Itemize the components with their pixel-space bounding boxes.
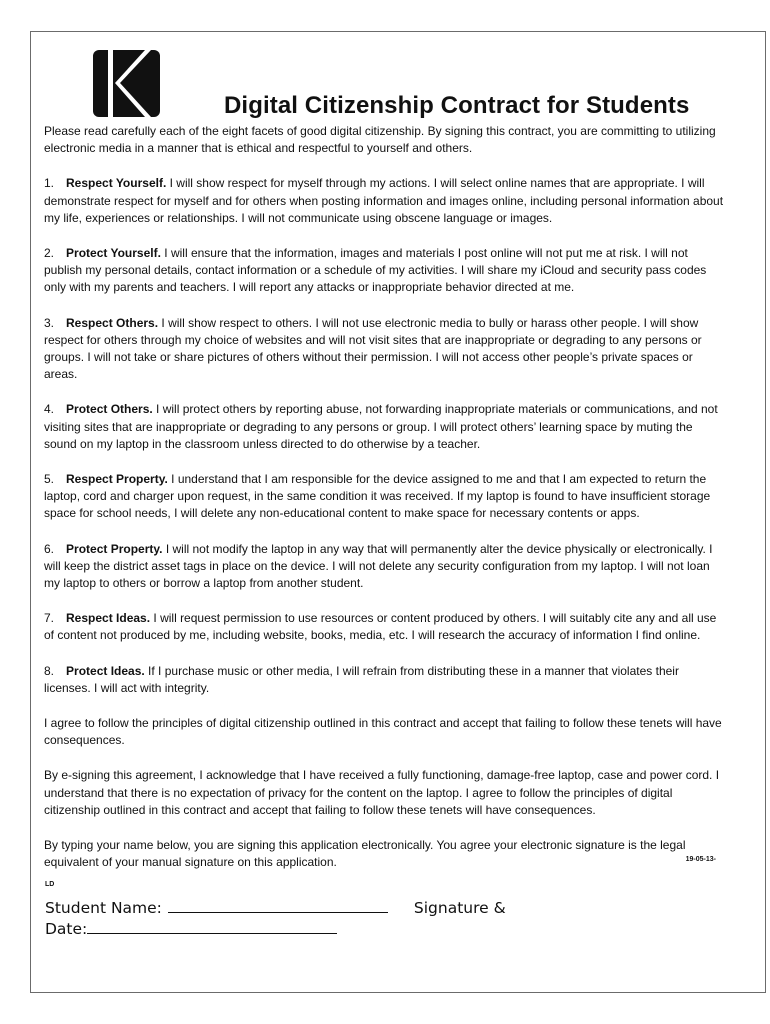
facet-number: 1.	[44, 176, 55, 191]
signature-block	[45, 898, 725, 940]
date-row	[45, 919, 725, 940]
facet-number: 3.	[44, 315, 55, 330]
facet-heading: Respect Property.	[66, 472, 168, 487]
k-logo-icon	[93, 50, 160, 117]
facet-number: 6.	[44, 541, 55, 556]
facet-heading: Protect Yourself.	[66, 246, 161, 261]
facet-number: 7.	[44, 611, 55, 626]
facet-number: 8.	[44, 663, 55, 678]
form-code: 19-05-13-	[685, 856, 716, 864]
facet-protect-property	[44, 541, 724, 593]
facet-heading: Protect Others.	[66, 402, 153, 417]
esign-paragraph: By e-signing this agreement, I acknowledge that I have received a fully functioning, damage-free laptop, case and power cord. I understand that there is no expectation of privacy for the content on the laptop. I agree to follow the principles of digital citizenship outlined in this contract and accept that failing to follow these tenets will have consequences.	[44, 768, 720, 817]
facet-protect-ideas	[44, 663, 724, 697]
facet-text: I will request permission to use resources or content produced by others. I will suitably cite any and all use of content not produced by me, including website, books, media, etc. I will research the accuracy of information I find online.	[44, 611, 717, 643]
facet-text: I will protect others by reporting abuse, not forwarding inappropriate materials or communications, and not visiting sites that are inappropriate or degrading to any persons or group. I will protect others’ learning space by muting the sound on my laptop in the classroom unless directed to do otherwise by a teacher.	[44, 402, 718, 451]
contract-body	[44, 123, 724, 872]
facet-protect-yourself	[44, 245, 724, 297]
facet-respect-others	[44, 315, 724, 384]
facet-heading: Respect Ideas.	[66, 611, 151, 626]
agreement-paragraph: I agree to follow the principles of digital citizenship outlined in this contract and accept that failing to follow these tenets will have consequences.	[44, 716, 722, 748]
signature-date-label: Signature &	[413, 899, 506, 917]
student-name-label: Student Name:	[45, 899, 162, 917]
facet-text: If I purchase music or other media, I will refrain from distributing these in a manner that violates their licenses. I will act with integrity.	[44, 663, 679, 695]
facet-number: 2.	[44, 246, 55, 261]
intro-paragraph: Please read carefully each of the eight facets of good digital citizenship. By signing this contract, you are committing to utilizing electronic media in a manner that is ethical and respectful to yourself and others.	[44, 124, 716, 156]
signature-date-field[interactable]	[87, 919, 337, 934]
facet-text: I will show respect for myself through my actions. I will select online names that are appropriate. I will demonstrate respect for myself and for others when posting information and images online, including personal information about my life, experiences or relationships. I will not communicate using obscene language or images.	[44, 176, 724, 225]
facet-protect-others	[44, 401, 724, 453]
facet-heading: Respect Yourself.	[66, 176, 167, 191]
electronic-signature-paragraph	[44, 837, 724, 871]
facet-number: 4.	[44, 402, 55, 417]
form-code-suffix: LD	[45, 881, 55, 888]
signature-row	[45, 898, 725, 919]
facet-heading: Respect Others.	[66, 315, 159, 330]
facet-respect-yourself	[44, 175, 724, 227]
facet-text: I will show respect to others. I will not use electronic media to bully or harass other people. I will show respect for others through my choice of websites and will not visit sites that are inappropriate or degrading to any persons or groups. I will not take or share pictures of others without their permission. I will not access other people’s private spaces or areas.	[44, 315, 702, 382]
facet-number: 5.	[44, 472, 55, 487]
facet-text: I understand that I am responsible for the device assigned to me and that I am expected to return the laptop, cord and charger upon request, in the same condition it was received. If my laptop is found to have insufficient storage space for school needs, I will delete any non-educational content to make space for necessary contents or apps.	[44, 472, 711, 521]
facet-heading: Protect Ideas.	[66, 663, 145, 678]
document-title: Digital Citizenship Contract for Students	[224, 92, 690, 119]
facet-text: I will not modify the laptop in any way that will permanently alter the device physically or electronically. I will keep the district asset tags in place on the device. I will not delete any security configuration from my laptop. I will not loan my laptop to others or borrow a laptop from another student.	[44, 541, 713, 591]
facet-respect-ideas	[44, 610, 724, 644]
facet-respect-property	[44, 471, 724, 523]
electronic-signature-text: By typing your name below, you are signing this application electronically. You agree your electronic signature is the legal equivalent of your manual signature on this application.	[44, 838, 686, 870]
facet-heading: Protect Property.	[66, 541, 163, 556]
student-name-field[interactable]	[168, 898, 388, 913]
date-label: Date:	[45, 920, 88, 938]
facet-text: I will ensure that the information, images and materials I post online will not put me at risk. I will not publish my personal details, contact information or a schedule of my activities. I will share my iCloud and security pass codes only with my parents and teachers. I will report any attacks or inappropriate behavior directed at me.	[44, 246, 707, 295]
